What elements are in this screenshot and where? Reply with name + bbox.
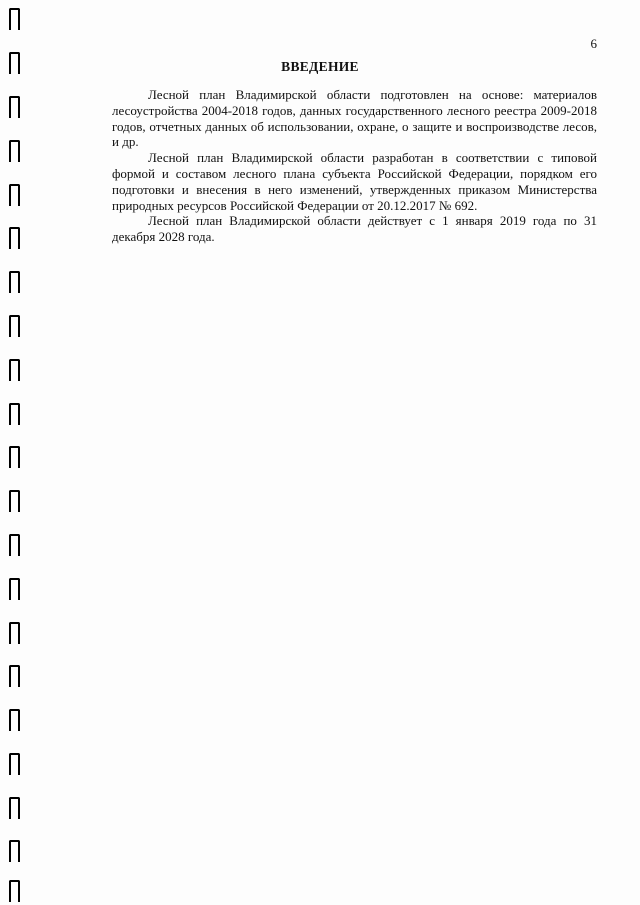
binding-ring-icon [9, 880, 20, 902]
document-body [112, 87, 597, 245]
section-title: ВВЕДЕНИЕ [281, 59, 359, 74]
binding-ring-icon [9, 578, 20, 600]
binding-ring-icon [9, 96, 20, 118]
binding-ring-icon [9, 359, 20, 381]
paragraph-validity: Лесной план Владимирской области действует с 1 января 2019 года по 31 декабря 2028 года. [112, 213, 597, 245]
binding-ring-icon [9, 753, 20, 775]
binding-ring-icon [9, 797, 20, 819]
binding-ring-icon [9, 8, 20, 30]
binding-ring-icon [9, 709, 20, 731]
binding-ring-icon [9, 534, 20, 556]
binding-holes [0, 0, 32, 905]
paragraph-basis: Лесной план Владимирской области подготовлен на основе: материалов лесоустройства 2004-2018 годов, данных государственного лесного реестра 2009-2018 годов, отчетных данных об использовании, охране, о защите и воспроизводстве лесов, и др. [112, 87, 597, 150]
binding-ring-icon [9, 665, 20, 687]
paragraph-compliance: Лесной план Владимирской области разработан в соответствии с типовой формой и составом лесного плана субъекта Российской Федерации, порядком его подготовки и внесения в него изменений, утвержденных приказом Министерства природных ресурсов Российской Федерации от 20.12.2017 № 692. [112, 150, 597, 213]
binding-ring-icon [9, 184, 20, 206]
binding-ring-icon [9, 446, 20, 468]
binding-ring-icon [9, 403, 20, 425]
binding-ring-icon [9, 840, 20, 862]
binding-ring-icon [9, 315, 20, 337]
page-number: 6 [590, 36, 597, 51]
binding-ring-icon [9, 227, 20, 249]
binding-ring-icon [9, 140, 20, 162]
binding-ring-icon [9, 271, 20, 293]
binding-ring-icon [9, 490, 20, 512]
binding-ring-icon [9, 622, 20, 644]
